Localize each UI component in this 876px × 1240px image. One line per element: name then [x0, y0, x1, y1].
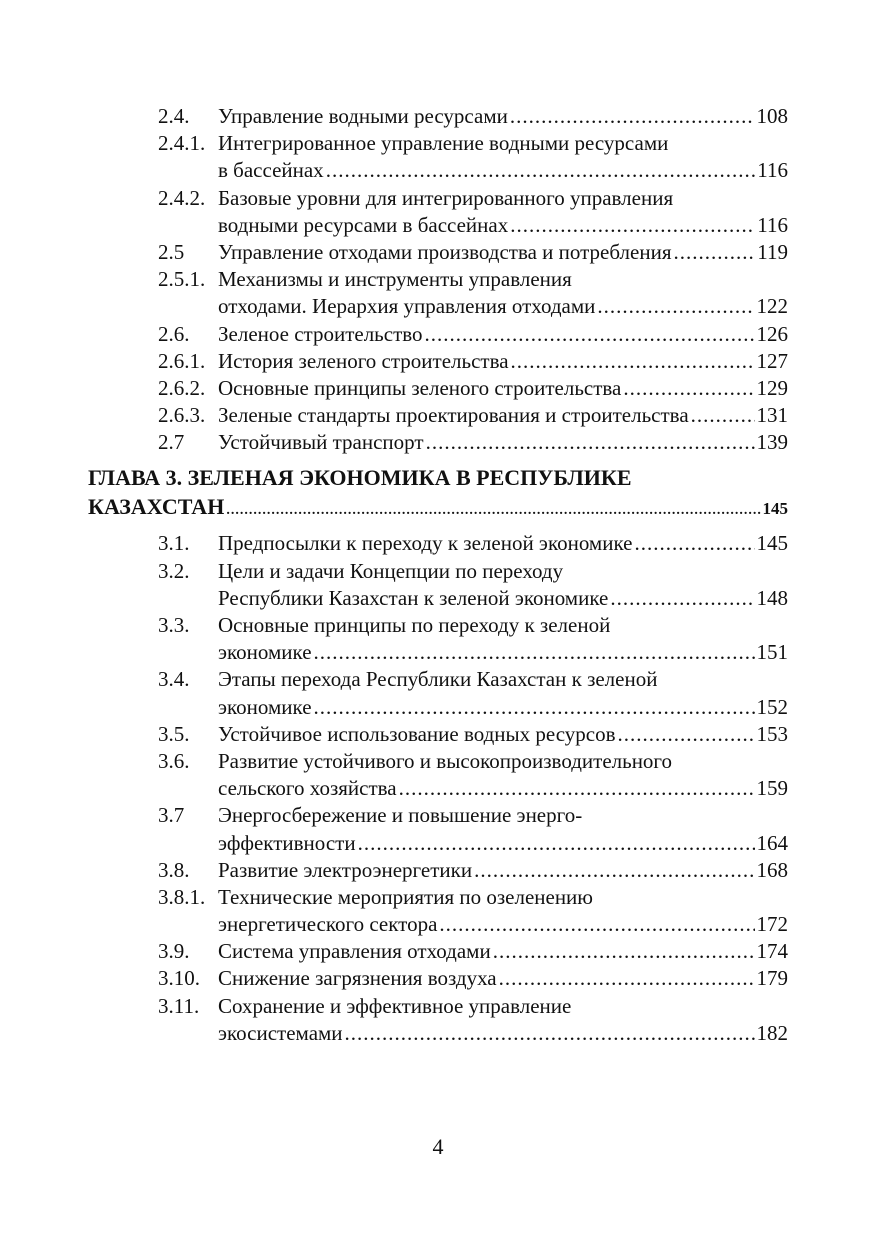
toc-entry[interactable] [218, 157, 788, 184]
dot-leader [691, 402, 755, 429]
toc-entry[interactable] [218, 775, 788, 802]
toc-entry[interactable] [218, 911, 788, 938]
toc-entry-line [0, 884, 876, 911]
toc-entry[interactable] [218, 558, 788, 585]
toc-entry-line [0, 585, 876, 612]
toc-entry-line [0, 348, 876, 375]
toc-entry-title: Цели и задачи Концепции по переходу [218, 558, 564, 583]
toc-entry-page: 159 [756, 776, 788, 801]
toc-entry-page: 116 [757, 158, 788, 183]
toc-entry-number: 3.4. [158, 667, 190, 692]
chapter-title-text: КАЗАХСТАН [88, 494, 225, 520]
toc-entry-number: 2.4.1. [158, 131, 206, 156]
toc-entry-title: Механизмы и инструменты управления [218, 267, 572, 292]
toc-entry[interactable] [218, 585, 788, 612]
toc-entry-page: 174 [756, 939, 788, 964]
toc-entry-line [0, 293, 876, 320]
dot-leader [499, 965, 755, 992]
toc-entry-number: 3.1. [158, 531, 190, 556]
toc-entry-line [0, 157, 876, 184]
toc-entry-title: экономике [218, 640, 312, 665]
toc-entry[interactable] [218, 830, 788, 857]
toc-entry-line [0, 266, 876, 293]
dot-leader [634, 530, 754, 557]
toc-entry-title: История зеленого строительства [218, 348, 509, 373]
dot-leader [345, 1020, 755, 1047]
toc-entry[interactable] [218, 185, 788, 212]
toc-entry-title: экономике [218, 694, 312, 719]
toc-entry-title: Зеленые стандарты проектирования и строительства [218, 403, 689, 428]
toc-entry-title: Зеленое строительство [218, 321, 423, 346]
toc-entry-page: 172 [756, 912, 788, 937]
toc-entry-line [0, 993, 876, 1020]
toc-entry-number: 2.6.2. [158, 375, 206, 400]
toc-entry[interactable] [218, 293, 788, 320]
toc-entry-page: 152 [756, 694, 788, 719]
toc-entry-title: водными ресурсами в бассейнах [218, 212, 509, 237]
dot-leader [673, 239, 755, 266]
page-number: 4 [432, 1134, 444, 1159]
toc-entry[interactable] [218, 993, 788, 1020]
toc-entry-title: эффективности [218, 830, 356, 855]
toc-entry-page: 131 [756, 403, 788, 428]
toc-entry-number: 2.6. [158, 321, 190, 346]
dot-leader [426, 429, 755, 456]
dot-leader [425, 321, 755, 348]
toc-entry-number: 3.6. [158, 748, 190, 773]
toc-entry-line [0, 1020, 876, 1047]
toc-entry-number: 3.9. [158, 939, 190, 964]
toc-entry-page: 119 [757, 239, 788, 264]
toc-entry-line [0, 402, 876, 429]
dot-leader [510, 103, 755, 130]
toc-entry-title: Базовые уровни для интегрированного управления [218, 185, 674, 210]
toc-entry[interactable] [218, 802, 788, 829]
toc-entry[interactable] [218, 212, 788, 239]
toc-entry[interactable] [218, 321, 788, 348]
toc-entry-number: 3.11. [158, 993, 200, 1018]
toc-entry[interactable] [218, 884, 788, 911]
toc-entry-title: Основные принципы по переходу к зеленой [218, 613, 611, 637]
toc-entry[interactable] [218, 266, 788, 293]
toc-entry-page: 151 [756, 640, 788, 665]
toc-entry-title: Этапы перехода Республики Казахстан к зеленой [218, 667, 658, 692]
toc-entry[interactable] [218, 694, 788, 721]
toc-entry-line [0, 429, 876, 456]
dot-leader [439, 911, 754, 938]
dot-leader [326, 157, 756, 184]
toc-entry-title: Развитие устойчивого и высокопроизводительного [218, 748, 673, 773]
toc-entry-line [0, 639, 876, 666]
toc-entry-number: 3.3. [158, 613, 190, 637]
toc-entry-title: Система управления отходами [218, 939, 491, 964]
chapter-page-number: 145 [762, 499, 788, 519]
toc-entry-line [0, 748, 876, 775]
toc-entry[interactable] [218, 375, 788, 402]
toc-entry-number: 2.4.2. [158, 185, 206, 210]
toc-entry-title: экосистемами [218, 1020, 343, 1045]
dot-leader [610, 585, 754, 612]
toc-entry-number: 2.6.3. [158, 403, 206, 428]
toc-entry-line [0, 530, 876, 557]
toc-entry[interactable] [218, 530, 788, 557]
toc-entry-number: 2.5 [158, 239, 185, 264]
toc-entry-title: Сохранение и эффективное управление [218, 993, 572, 1018]
toc-entry-line [0, 721, 876, 748]
toc-entry-title: Развитие электроэнергетики [218, 857, 473, 882]
toc-entry-number: 3.10. [158, 966, 200, 991]
dot-leader [493, 938, 755, 965]
dot-leader [314, 639, 755, 666]
toc-entry-page: 139 [756, 430, 788, 455]
toc-entry-line [0, 185, 876, 212]
toc-entry[interactable] [218, 748, 788, 775]
toc-entry[interactable] [218, 239, 788, 266]
toc-entry-number: 3.5. [158, 721, 190, 746]
toc-entry-line [0, 130, 876, 157]
dot-leader [597, 293, 754, 320]
toc-entry-line [0, 830, 876, 857]
toc-entry[interactable] [218, 857, 788, 884]
toc-entry-line [0, 212, 876, 239]
toc-entry-title: энергетического сектора [218, 912, 438, 937]
toc-entry[interactable] [218, 348, 788, 375]
toc-entry-page: 126 [756, 321, 788, 346]
toc-entry[interactable] [218, 721, 788, 748]
dot-leader [474, 857, 754, 884]
toc-entry-page: 127 [756, 348, 788, 373]
toc-entry-title: Управление отходами производства и потребления [218, 239, 672, 264]
chapter-heading [0, 465, 876, 530]
toc-entry[interactable] [218, 612, 788, 639]
toc-entry-title: Интегрированное управление водными ресурсами [218, 131, 669, 156]
toc-entry-number: 3.8.1. [158, 884, 206, 909]
dot-leader [510, 212, 755, 239]
toc-entry-title: Энергосбережение и повышение энерго- [218, 803, 583, 828]
dot-leader [618, 721, 755, 748]
toc-entry-line [0, 694, 876, 721]
toc-entry-page: 122 [756, 294, 788, 319]
toc-entry-page: 182 [756, 1020, 788, 1045]
toc-entry-number: 3.7 [158, 803, 185, 828]
toc-entry-page: 179 [756, 966, 788, 991]
toc-entry[interactable] [218, 103, 788, 130]
dot-leader [623, 375, 754, 402]
toc-entry-number: 2.4. [158, 104, 190, 128]
toc-entry-number: 2.7 [158, 430, 185, 455]
toc-entry-title: Устойчивый транспорт [218, 430, 424, 455]
toc-entry[interactable] [218, 429, 788, 456]
toc-entry-title: отходами. Иерархия управления отходами [218, 294, 596, 319]
toc-entry-page: 153 [756, 721, 788, 746]
toc-entry-title: сельского хозяйства [218, 776, 397, 801]
toc-entry-line [0, 239, 876, 266]
chapter-title-line1: ГЛАВА 3. ЗЕЛЕНАЯ ЭКОНОМИКА В РЕСПУБЛИКЕ [88, 465, 632, 491]
toc-entry-title: Предпосылки к переходу к зеленой экономике [218, 531, 633, 556]
toc-entry-number: 2.5.1. [158, 267, 206, 292]
toc-entry-line [0, 965, 876, 992]
dot-leader [314, 694, 755, 721]
dot-leader [511, 348, 755, 375]
dot-leader [399, 775, 755, 802]
toc-entry-page: 168 [756, 857, 788, 882]
toc-entry-line [0, 666, 876, 693]
toc-entry[interactable] [218, 1020, 788, 1047]
toc-entry-number: 3.8. [158, 857, 190, 882]
toc-section-2 [0, 103, 876, 456]
dot-leader [226, 494, 760, 520]
toc-entry[interactable] [218, 938, 788, 965]
toc-entry-title: Технические мероприятия по озеленению [218, 884, 593, 909]
toc-entry-line [0, 321, 876, 348]
toc-entry-line [0, 802, 876, 829]
toc-entry[interactable] [218, 666, 788, 693]
toc-entry[interactable] [218, 130, 788, 157]
toc-entry-page: 116 [757, 212, 788, 237]
toc-entry-page: 108 [756, 104, 788, 128]
toc-entry-title: Республики Казахстан к зеленой экономике [218, 585, 609, 610]
toc-entry[interactable] [218, 639, 788, 666]
toc-entry-title: в бассейнах [218, 158, 324, 183]
toc-entry-number: 2.6.1. [158, 348, 206, 373]
toc-entry-page: 145 [756, 531, 788, 556]
toc-entry-line [0, 103, 876, 130]
toc-entry-title: Устойчивое использование водных ресурсов [218, 721, 616, 746]
dot-leader [358, 830, 755, 857]
toc-entry-line [0, 375, 876, 402]
table-of-contents [0, 103, 876, 1047]
toc-entry-line [0, 938, 876, 965]
toc-entry-page: 148 [756, 585, 788, 610]
toc-entry-line [0, 911, 876, 938]
toc-entry-line [0, 857, 876, 884]
toc-entry-page: 129 [756, 375, 788, 400]
toc-entry[interactable] [218, 965, 788, 992]
toc-entry-line [0, 775, 876, 802]
toc-entry-line [0, 612, 876, 639]
toc-entry-number: 3.2. [158, 558, 190, 583]
toc-entry-title: Управление водными ресурсами [218, 104, 508, 128]
toc-section-3 [0, 530, 876, 1047]
toc-entry-title: Основные принципы зеленого строительства [218, 375, 622, 400]
chapter-title-line2 [88, 494, 788, 520]
toc-entry-page: 164 [756, 830, 788, 855]
toc-entry-title: Снижение загрязнения воздуха [218, 966, 497, 991]
toc-entry[interactable] [218, 402, 788, 429]
toc-entry-line [0, 558, 876, 585]
